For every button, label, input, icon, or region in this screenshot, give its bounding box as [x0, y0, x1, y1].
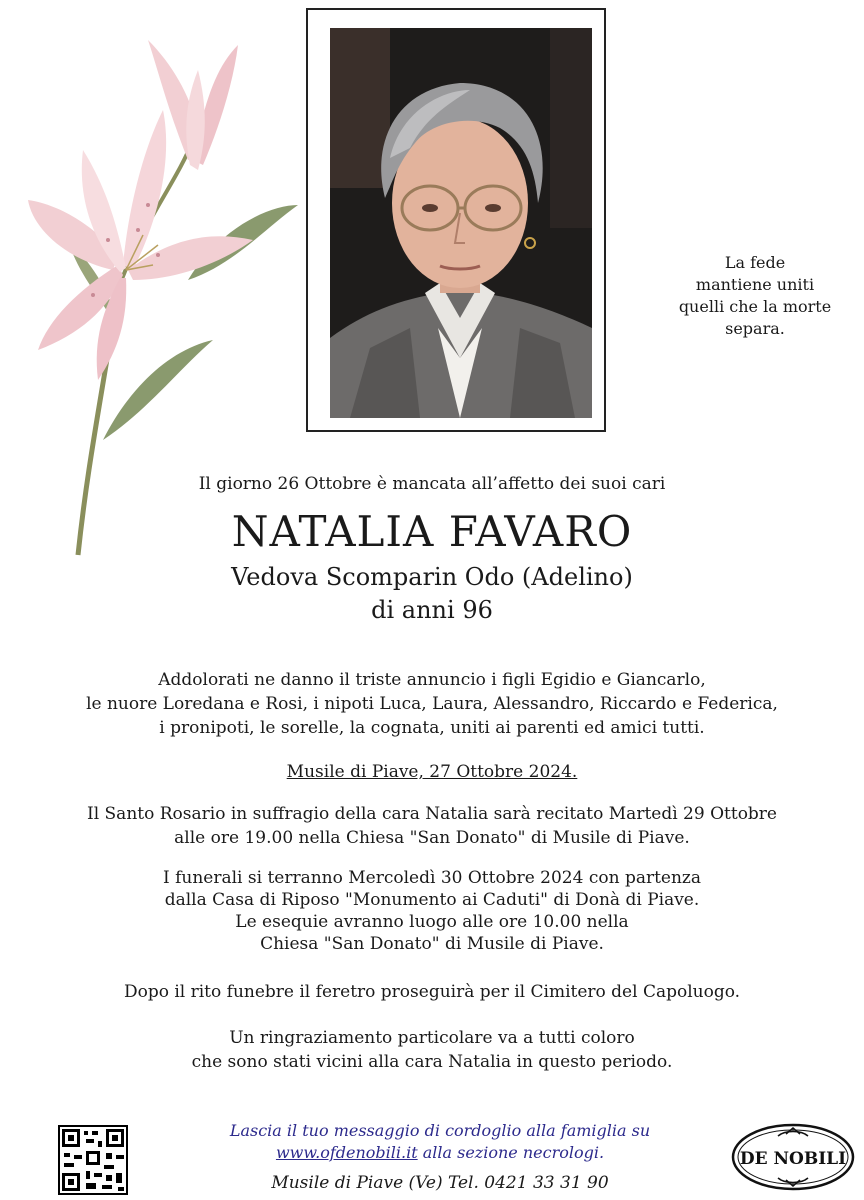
funeral-line: Chiesa "San Donato" di Musile di Piave. [260, 934, 604, 954]
quote-line: separa. [725, 319, 785, 338]
portrait-frame [306, 8, 606, 432]
website-link[interactable]: www.ofdenobili.it [275, 1143, 418, 1162]
announcement-line: le nuore Loredana e Rosi, i nipoti Luca, Laura, Alessandro, Riccardo e Federica, [86, 694, 778, 714]
quote-line: mantiene uniti [695, 275, 815, 294]
condolence-message [170, 1120, 710, 1164]
contact-info: Musile di Piave (Ve) Tel. 0421 33 31 90 [271, 1173, 609, 1193]
intro-text: Il giorno 26 Ottobre è mancata all’affetto dei suoi cari [198, 474, 666, 494]
age-line: di anni 96 [371, 596, 493, 624]
de-nobili-logo [730, 1122, 856, 1192]
qr-code-icon[interactable] [58, 1125, 128, 1195]
link-suffix: alla sezione necrologi. [417, 1143, 605, 1162]
rosary-notice [0, 802, 864, 850]
portrait-photo [330, 28, 592, 418]
announcement-line: i pronipoti, le sorelle, la cognata, uniti ai parenti ed amici tutti. [159, 718, 705, 738]
quote-line: quelli che la morte [678, 297, 832, 316]
widow-line: Vedova Scomparin Odo (Adelino) [231, 563, 633, 591]
funeral-line: Le esequie avranno luogo alle ore 10.00 nella [235, 912, 629, 932]
announcement [0, 668, 864, 740]
rosary-line: alle ore 19.00 nella Chiesa "San Donato" di Musile di Piave. [174, 828, 690, 848]
thanks-line: che sono stati vicini alla cara Natalia in questo periodo. [191, 1052, 673, 1072]
funeral-notice [0, 867, 864, 955]
rosary-line: Il Santo Rosario in suffragio della cara Natalia sarà recitato Martedì 29 Ottobre [86, 804, 777, 824]
announcement-line: Addolorati ne danno il triste annuncio i figli Egidio e Giancarlo, [158, 670, 706, 690]
condolence-text: Lascia il tuo messaggio di cordoglio alla famiglia su [229, 1121, 651, 1140]
quote-line: La fede [724, 253, 786, 272]
thanks-line: Un ringraziamento particolare va a tutti coloro [229, 1028, 635, 1048]
funeral-line: dalla Casa di Riposo "Monumento ai Caduti" di Donà di Piave. [164, 890, 700, 910]
place-date: Musile di Piave, 27 Ottobre 2024. [286, 762, 578, 782]
cemetery-notice: Dopo il rito funebre il feretro proseguirà per il Cimitero del Capoluogo. [123, 982, 741, 1002]
thanks-note [0, 1026, 864, 1074]
funeral-line: I funerali si terranno Mercoledì 30 Ottobre 2024 con partenza [162, 868, 702, 888]
portrait-illustration [330, 28, 592, 418]
quote [660, 252, 850, 340]
deceased-name: NATALIA FAVARO [231, 507, 633, 556]
condolence-link-line [170, 1142, 710, 1164]
logo-text: DE NOBILI [739, 1149, 847, 1169]
